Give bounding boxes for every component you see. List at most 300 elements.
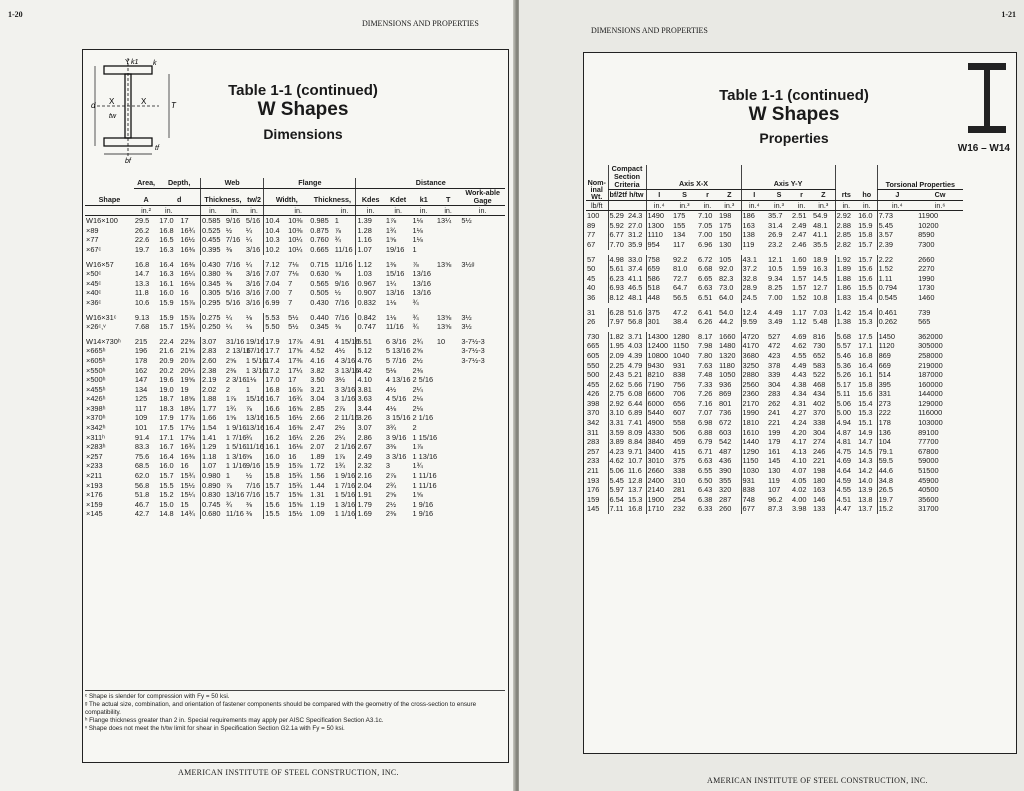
table-cell: 34.8 xyxy=(877,476,917,486)
table-cell: ×605ʰ xyxy=(86,355,106,365)
table-cell: 338 xyxy=(673,466,686,476)
table-cell: 283 xyxy=(768,389,781,399)
table-cell: 15⅞ xyxy=(288,461,303,471)
table-cell: 4.76 xyxy=(356,356,385,366)
table-cell: 1 11/16 xyxy=(412,471,437,481)
table-cell xyxy=(436,269,460,279)
table-cell: 3/16 xyxy=(245,244,261,254)
table-row xyxy=(85,471,505,481)
table-cell: 1⅛ xyxy=(385,312,397,322)
table-cell: 178 xyxy=(134,355,148,365)
table-cell: 6.23 xyxy=(608,274,627,284)
table-cell: 125 xyxy=(134,394,148,404)
table-cell: 1 5/16 xyxy=(245,355,267,365)
table-cell: ×550ʰ xyxy=(86,365,106,375)
table-cell: 43.1 xyxy=(741,255,767,265)
table-cell: 2.51 xyxy=(792,211,807,221)
table-cell: 7.68 xyxy=(134,322,150,332)
table-cell: 2½ xyxy=(385,499,397,509)
table-row xyxy=(586,447,1013,457)
table-cell: 46.7 xyxy=(134,499,150,509)
table-cell: 1¾ xyxy=(412,461,423,471)
table-cell: 15.7 xyxy=(858,239,873,249)
table-cell: 16.4 xyxy=(858,360,873,370)
table-cell: 15.5 xyxy=(858,283,873,293)
table-cell: ×36ᶜ xyxy=(86,297,102,307)
table-cell: 3.50 xyxy=(310,375,325,385)
table-cell: 104 xyxy=(877,437,917,447)
table-cell xyxy=(460,404,505,414)
table-cell: 5.46 xyxy=(835,351,857,361)
table-cell: 129000 xyxy=(918,398,943,408)
table-cell: 15.4 xyxy=(858,307,873,317)
table-cell: 13.9 xyxy=(858,485,873,495)
table-cell xyxy=(460,442,505,452)
table-cell: 178 xyxy=(877,418,917,428)
table-row xyxy=(586,308,1013,318)
unit-cell xyxy=(627,200,646,211)
table-cell: 652 xyxy=(813,350,826,360)
table-cell: 954 xyxy=(646,240,672,250)
table-cell: 7190 xyxy=(646,380,672,390)
table-cell: 15.3 xyxy=(858,317,873,327)
table-cell: 145 xyxy=(768,456,781,466)
table-cell: 607 xyxy=(673,408,686,418)
fig-label-y: Y xyxy=(125,59,130,66)
left-title-line1: Table 1-1 (continued) xyxy=(228,82,378,99)
table-cell: 274 xyxy=(813,437,826,447)
table-cell: ⅞ xyxy=(245,403,253,413)
table-row xyxy=(586,230,1013,240)
table-cell: 2.47 xyxy=(792,230,807,240)
table-row xyxy=(586,264,1013,274)
table-cell: 17.7 xyxy=(264,346,287,356)
table-cell: 82.3 xyxy=(719,273,734,283)
table-cell: 672 xyxy=(719,418,732,428)
table-cell: 0.345 xyxy=(200,279,224,289)
table-cell: 10.6 xyxy=(134,297,150,307)
table-cell: 5.61 xyxy=(608,264,627,274)
table-cell: 2⅞ xyxy=(385,471,397,481)
table-cell: 3.63 xyxy=(356,394,385,404)
table-cell: 176 xyxy=(587,485,600,495)
table-cell: 16⅛ xyxy=(180,278,195,288)
table-cell: 6 3/16 xyxy=(385,336,407,346)
table-cell: 17.5 xyxy=(159,423,174,433)
table-cell: 16.3 xyxy=(159,269,174,279)
table-cell: 390 xyxy=(719,466,732,476)
table-cell: 17⅜ xyxy=(288,355,303,365)
table-cell: 4.51 xyxy=(835,495,857,505)
table-cell: 6.79 xyxy=(698,437,713,447)
table-cell: 161 xyxy=(768,446,781,456)
table-cell: 5 7/16 xyxy=(385,355,407,365)
table-cell: 370 xyxy=(587,408,600,418)
hdr-shape: Shape xyxy=(85,178,134,205)
table-cell: 175 xyxy=(719,220,732,230)
table-cell xyxy=(436,279,460,289)
table-cell: 3 15/16 xyxy=(385,413,411,423)
table-cell: 2660 xyxy=(918,254,935,264)
table-cell: 17.1 xyxy=(858,341,873,351)
table-cell: 1 11/16 xyxy=(412,480,437,490)
table-cell: 21⅝ xyxy=(180,346,195,356)
table-cell: 12400 xyxy=(646,341,672,351)
table-cell: 1 7/16 xyxy=(334,480,356,490)
table-cell: 17½ xyxy=(180,423,195,433)
table-cell: 1⅞ xyxy=(412,442,423,452)
table-cell: 423 xyxy=(768,350,781,360)
table-cell: 4.27 xyxy=(792,408,807,418)
table-cell: 12.1 xyxy=(768,254,783,264)
table-cell: 19.7 xyxy=(877,495,917,505)
table-cell xyxy=(460,509,505,519)
table-cell: 77 xyxy=(587,230,596,240)
table-cell: 15.5 xyxy=(159,480,174,490)
table-cell: 0.430 xyxy=(200,260,224,270)
table-cell: ⅛ xyxy=(245,312,253,322)
hdr-depth-sym: d xyxy=(158,188,200,205)
table-cell: 1.41 xyxy=(200,433,224,443)
table-cell: 756 xyxy=(673,379,686,389)
table-cell: ⅜ xyxy=(245,509,253,519)
table-cell: ¾ xyxy=(225,499,233,509)
table-cell: 17.0 xyxy=(159,216,174,226)
table-cell: 10.7 xyxy=(628,456,643,466)
table-cell: 6.63 xyxy=(698,283,713,293)
table-cell xyxy=(436,423,460,433)
table-cell: 3½ᵍ xyxy=(461,259,475,269)
table-row xyxy=(586,466,1013,476)
hdr-flange: Flange xyxy=(264,178,356,188)
table-cell: 4.31 xyxy=(792,398,807,408)
table-cell: 3.98 xyxy=(792,504,807,514)
table-row xyxy=(586,399,1013,409)
table-row xyxy=(586,485,1013,495)
table-cell: 0.305 xyxy=(200,288,224,298)
table-row xyxy=(85,394,505,404)
unit-cell xyxy=(264,205,287,216)
table-cell: 211 xyxy=(587,466,599,476)
table-cell: 16.8 xyxy=(858,350,873,360)
table-cell: 222 xyxy=(877,408,917,418)
table-cell: 816 xyxy=(813,331,826,341)
table-cell: 1.83 xyxy=(835,293,857,303)
table-row xyxy=(586,221,1013,231)
table-cell: ¾ xyxy=(412,322,419,332)
table-cell: ½ xyxy=(225,225,233,235)
table-cell: 18¼ xyxy=(180,403,195,413)
table-cell: 16.1 xyxy=(264,442,287,452)
table-cell: 13/16 xyxy=(385,288,405,298)
table-cell: 659 xyxy=(646,264,672,274)
table-cell: 1.44 xyxy=(310,480,325,490)
table-cell: W16×31ᶜ xyxy=(86,312,117,322)
table-cell: 1.88 xyxy=(200,394,224,404)
table-cell: 7.26 xyxy=(698,389,713,399)
table-row xyxy=(85,269,505,279)
table-row xyxy=(85,245,505,255)
table-cell: 3-7½-3 xyxy=(461,355,485,365)
table-cell: 3.26 xyxy=(356,413,385,423)
table-cell: 8.12 xyxy=(608,293,627,303)
table-cell: 138 xyxy=(741,230,767,240)
table-cell: 3250 xyxy=(741,361,767,371)
table-cell: 2.07 xyxy=(310,442,325,452)
table-row xyxy=(586,283,1013,293)
table-cell: ⅞ xyxy=(334,225,341,235)
table-cell: 5.29 xyxy=(608,211,627,221)
table-cell: 1300 xyxy=(646,221,672,231)
table-cell: 17.2 xyxy=(264,366,287,376)
table-cell: 2¼ xyxy=(412,384,423,394)
table-row xyxy=(85,366,505,376)
table-cell xyxy=(436,288,460,298)
table-cell: 13/16 xyxy=(245,423,265,433)
table-cell: 9.13 xyxy=(134,312,150,322)
table-cell: 116000 xyxy=(918,408,943,418)
unit-cell: in. xyxy=(385,205,412,216)
table-cell: ×500ʰ xyxy=(86,375,106,385)
table-cell: 301 xyxy=(646,317,672,327)
table-cell: 160000 xyxy=(918,379,943,389)
table-cell: 7.04 xyxy=(264,279,287,289)
table-cell: ×455ʰ xyxy=(86,384,106,394)
table-cell: 1 xyxy=(245,384,251,394)
table-cell: 1660 xyxy=(719,331,736,341)
table-cell: 1 13/16 xyxy=(412,451,438,461)
table-cell: 550 xyxy=(587,360,600,370)
table-cell: 16.1 xyxy=(159,278,174,288)
table-cell: 4720 xyxy=(741,332,767,342)
properties-table xyxy=(586,165,1013,514)
table-cell: 5.48 xyxy=(813,317,828,327)
table-cell: 16.0 xyxy=(159,461,174,471)
table-cell: 15.9 xyxy=(159,297,174,307)
table-cell: 3 1/16 xyxy=(334,394,356,404)
table-cell: 2 5/16 xyxy=(412,375,434,385)
table-cell: 1.92 xyxy=(835,255,857,265)
table-cell: 16.0 xyxy=(159,288,174,298)
table-cell: 31.2 xyxy=(628,230,643,240)
table-cell: 801 xyxy=(719,398,732,408)
table-cell: 41.1 xyxy=(813,230,828,240)
table-cell: ¼ xyxy=(245,225,253,235)
fig-label-t: T xyxy=(171,101,176,110)
table-cell: 5.45 xyxy=(608,476,627,486)
table-cell: 426 xyxy=(587,389,600,399)
table-cell: 565 xyxy=(918,317,931,327)
table-cell: 10.5 xyxy=(768,264,783,274)
table-cell: 838 xyxy=(673,370,686,380)
table-cell xyxy=(460,245,505,255)
table-cell: 0.665 xyxy=(310,244,329,254)
table-cell: 730 xyxy=(813,341,826,351)
hdr-htw: h/tw xyxy=(627,190,646,201)
table-cell: ¼ xyxy=(245,235,253,245)
table-cell: 1.79 xyxy=(356,500,385,510)
table-cell: ×311ʰ xyxy=(86,432,105,442)
table-cell: 15.6 xyxy=(858,264,873,274)
table-cell: 3¾ xyxy=(385,423,397,433)
table-cell: 5.92 xyxy=(608,221,627,231)
table-cell: 375 xyxy=(673,456,686,466)
table-cell: 83.3 xyxy=(134,442,150,452)
table-cell xyxy=(460,481,505,491)
table-cell: 31/16 xyxy=(225,336,245,346)
table-cell: 2.85 xyxy=(835,230,857,240)
table-cell xyxy=(436,452,460,462)
table-row xyxy=(85,385,505,395)
hdr-area: Area, xyxy=(134,178,158,188)
table-cell: 1710 xyxy=(646,504,672,514)
table-cell: 2270 xyxy=(918,264,935,274)
right-page-number: 1-21 xyxy=(1001,10,1016,19)
table-cell: 7.10 xyxy=(698,211,713,221)
hdr-zx: Z xyxy=(718,190,741,201)
table-cell: 6600 xyxy=(646,389,672,399)
table-cell: 0.715 xyxy=(310,259,329,269)
table-cell: 4170 xyxy=(741,341,767,351)
table-cell: 1 15/16 xyxy=(412,432,438,442)
table-cell: 5.53 xyxy=(264,313,287,323)
table-cell: 0.907 xyxy=(356,288,385,298)
table-cell: 2.47 xyxy=(310,423,325,433)
table-cell: 4.02 xyxy=(792,485,807,495)
table-cell: 16 xyxy=(180,461,189,471)
table-cell: 50 xyxy=(587,264,596,274)
table-cell: 342 xyxy=(587,418,600,428)
table-cell: 14.8 xyxy=(159,509,174,519)
table-cell: 311 xyxy=(587,427,599,437)
table-cell: 14.7 xyxy=(134,269,150,279)
table-cell: 677 xyxy=(741,504,767,514)
table-cell xyxy=(460,433,505,443)
unit-cell: in. xyxy=(835,200,857,211)
table-cell: 2.88 xyxy=(835,221,857,231)
table-cell: 434 xyxy=(813,389,826,399)
table-cell: 2.32 xyxy=(356,461,385,471)
table-cell: 4.91 xyxy=(310,336,325,346)
table-cell: 1030 xyxy=(741,466,767,476)
table-cell: 22⅜ xyxy=(180,336,195,346)
table-cell: 514 xyxy=(877,370,917,380)
table-cell: 3-7½-3 xyxy=(461,346,485,356)
table-cell: ¾ xyxy=(412,297,419,307)
unit-cell: in.³ xyxy=(672,200,697,211)
table-cell: 59000 xyxy=(918,456,939,466)
table-row xyxy=(586,255,1013,265)
table-cell: ½ xyxy=(245,471,253,481)
table-cell: 133 xyxy=(813,504,826,514)
table-cell: 500 xyxy=(587,370,600,380)
table-cell: 1 1/16 xyxy=(225,461,247,471)
table-cell: 6.38 xyxy=(698,494,713,504)
table-cell: 117 xyxy=(134,403,147,413)
table-cell: 7⅛ xyxy=(288,269,299,279)
table-cell: 91.4 xyxy=(134,432,150,442)
table-cell: 20⅞ xyxy=(180,355,195,365)
table-row xyxy=(586,293,1013,303)
hdr-tw2: tw/2 xyxy=(245,188,264,205)
table-cell: ×145 xyxy=(86,509,103,519)
right-running-head: DIMENSIONS AND PROPERTIES xyxy=(591,26,708,35)
table-cell: 15.3 xyxy=(858,408,873,418)
table-cell: 1990 xyxy=(918,273,935,283)
footnote-g: ᵍ The actual size, combination, and orientation of fastener components should be compared with the geometry of the cross-section to ensure compatibility. xyxy=(85,701,477,716)
table-cell: 16¾ xyxy=(180,225,195,235)
table-cell: 2⅜ xyxy=(412,365,423,375)
table-cell: 87.3 xyxy=(768,504,783,514)
table-cell: 15.9 xyxy=(159,312,174,322)
table-cell: 26.5 xyxy=(877,485,917,495)
table-cell: 3½ xyxy=(334,375,345,385)
table-cell: 4.62 xyxy=(792,341,807,351)
table-cell: 4 5/16 xyxy=(385,394,407,404)
table-cell: 4.52 xyxy=(310,346,325,356)
table-cell: 15¾ xyxy=(288,480,303,490)
table-cell: 16¼ xyxy=(288,432,303,442)
table-cell: 13⅝ xyxy=(436,259,452,269)
table-cell: 1990 xyxy=(741,408,767,418)
table-cell: 119 xyxy=(768,475,780,485)
table-cell: 5.21 xyxy=(628,370,643,380)
table-cell xyxy=(436,245,460,255)
table-cell: 15.3 xyxy=(628,494,643,504)
table-cell: 1.91 xyxy=(356,490,385,500)
table-cell: 5.17 xyxy=(835,380,857,390)
table-cell: 16.5 xyxy=(264,413,287,423)
table-cell: 89100 xyxy=(918,427,939,437)
table-cell: 16.2 xyxy=(264,433,287,443)
table-cell: 13/16 xyxy=(412,278,431,288)
table-cell: ×89 xyxy=(86,225,99,235)
table-cell: 0.380 xyxy=(200,269,224,279)
table-cell: 5/16 xyxy=(225,297,241,307)
table-cell: 1150 xyxy=(673,341,689,351)
unit-cell: in.⁴ xyxy=(877,200,917,211)
table-cell: 665 xyxy=(587,341,600,351)
table-cell: 15.2 xyxy=(159,490,174,500)
table-cell xyxy=(436,298,460,308)
table-cell: 5/16 xyxy=(245,216,261,226)
unit-cell: in. xyxy=(287,205,309,216)
table-cell xyxy=(460,235,505,245)
table-row xyxy=(85,216,505,226)
table-cell xyxy=(436,346,460,356)
table-cell: 1110 xyxy=(646,230,672,240)
table-cell: 7⅛ xyxy=(288,259,299,269)
table-cell: 2.16 xyxy=(356,471,385,481)
table-cell: 32.8 xyxy=(741,274,767,284)
table-cell: 8.17 xyxy=(698,331,713,341)
table-cell: 1440 xyxy=(741,437,767,447)
table-cell: 2 13/16 xyxy=(225,346,251,356)
table-cell: 6.65 xyxy=(698,273,713,283)
table-cell: 6.93 xyxy=(608,283,627,293)
table-cell: 16.0 xyxy=(264,452,287,462)
table-cell xyxy=(436,404,460,414)
table-cell: 17⅛ xyxy=(180,432,195,442)
table-cell: 0.585 xyxy=(200,216,224,226)
table-cell: 9.71 xyxy=(628,446,643,456)
table-row xyxy=(586,240,1013,250)
table-cell xyxy=(460,288,505,298)
table-cell xyxy=(436,235,460,245)
table-cell: 219000 xyxy=(918,360,943,370)
table-cell: 1320 xyxy=(719,350,736,360)
table-cell: 4.64 xyxy=(835,466,857,476)
